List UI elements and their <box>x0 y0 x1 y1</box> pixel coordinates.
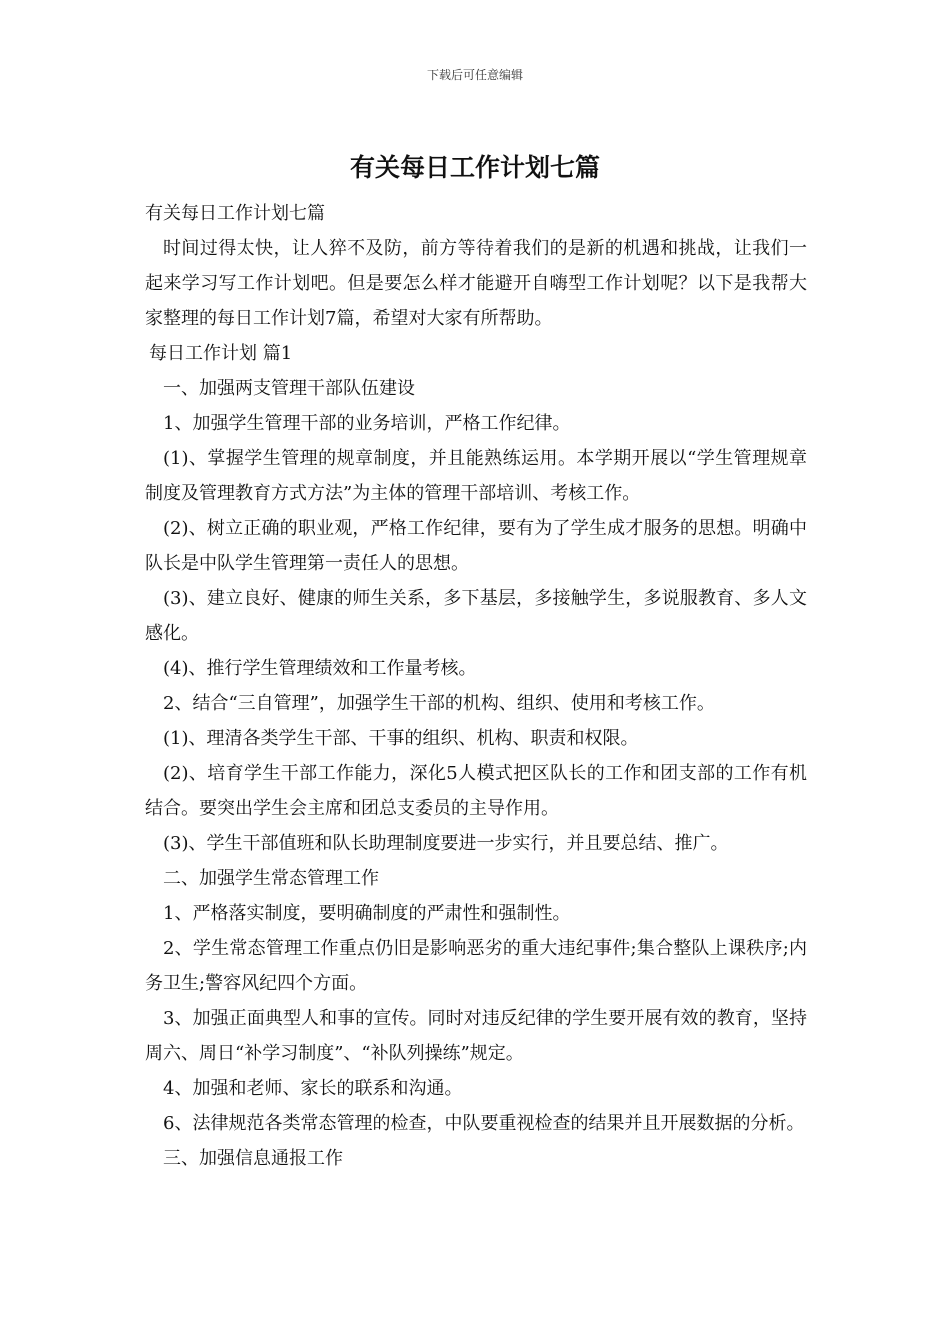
list-item: 1、严格落实制度，要明确制度的严肃性和强制性。 <box>163 903 571 924</box>
list-item: (3)、建立良好、健康的师生关系，多下基层，多接触学生，多说服教育、多人文感化。 <box>145 588 807 644</box>
section-heading: 一、加强两支管理干部队伍建设 <box>163 378 415 399</box>
list-item: 3、加强正面典型人和事的宣传。同时对违反纪律的学生要开展有效的教育，坚持周六、周日“补学习制度”、“补队列操练”规定。 <box>145 1008 807 1064</box>
list-item: (1)、理清各类学生干部、干事的组织、机构、职责和权限。 <box>163 728 639 749</box>
list-item: 1、加强学生管理干部的业务培训，严格工作纪律。 <box>163 413 571 434</box>
section-heading: 三、加强信息通报工作 <box>163 1148 343 1169</box>
document-subtitle: 有关每日工作计划七篇 <box>145 203 325 224</box>
intro-paragraph: 时间过得太快，让人猝不及防，前方等待着我们的是新的机遇和挑战，让我们一起来学习写工作计划吧。但是要怎么样才能避开自嗨型工作计划呢？以下是我帮大家整理的每日工作计划7篇，希望对大家有所帮助。 <box>145 238 807 329</box>
document-title: 有关每日工作计划七篇 <box>349 153 600 182</box>
list-item: 2、结合“三自管理”，加强学生干部的机构、组织、使用和考核工作。 <box>163 693 715 714</box>
document-body <box>145 196 807 1176</box>
list-item: (1)、掌握学生管理的规章制度，并且能熟练运用。本学期开展以“学生管理规章制度及管理教育方式方法”为主体的管理干部培训、考核工作。 <box>145 448 807 504</box>
section-heading: 二、加强学生常态管理工作 <box>163 868 379 889</box>
list-item: 4、加强和老师、家长的联系和沟通。 <box>163 1078 463 1099</box>
list-item: (4)、推行学生管理绩效和工作量考核。 <box>163 658 477 679</box>
list-item: 2、学生常态管理工作重点仍旧是影响恶劣的重大违纪事件;集合整队上课秩序;内务卫生;警容风纪四个方面。 <box>145 938 807 994</box>
list-item: (3)、学生干部值班和队长助理制度要进一步实行，并且要总结、推广。 <box>163 833 729 854</box>
section-heading: 每日工作计划 篇1 <box>149 343 293 364</box>
list-item: 6、法律规范各类常态管理的检查，中队要重视检查的结果并且开展数据的分析。 <box>163 1113 805 1134</box>
list-item: (2)、培育学生干部工作能力，深化5人模式把区队长的工作和团支部的工作有机结合。要突出学生会主席和团总支委员的主导作用。 <box>145 763 807 819</box>
list-item: (2)、树立正确的职业观，严格工作纪律，要有为了学生成才服务的思想。明确中队长是中队学生管理第一责任人的思想。 <box>145 518 807 574</box>
header-note: 下载后可任意编辑 <box>426 68 523 82</box>
